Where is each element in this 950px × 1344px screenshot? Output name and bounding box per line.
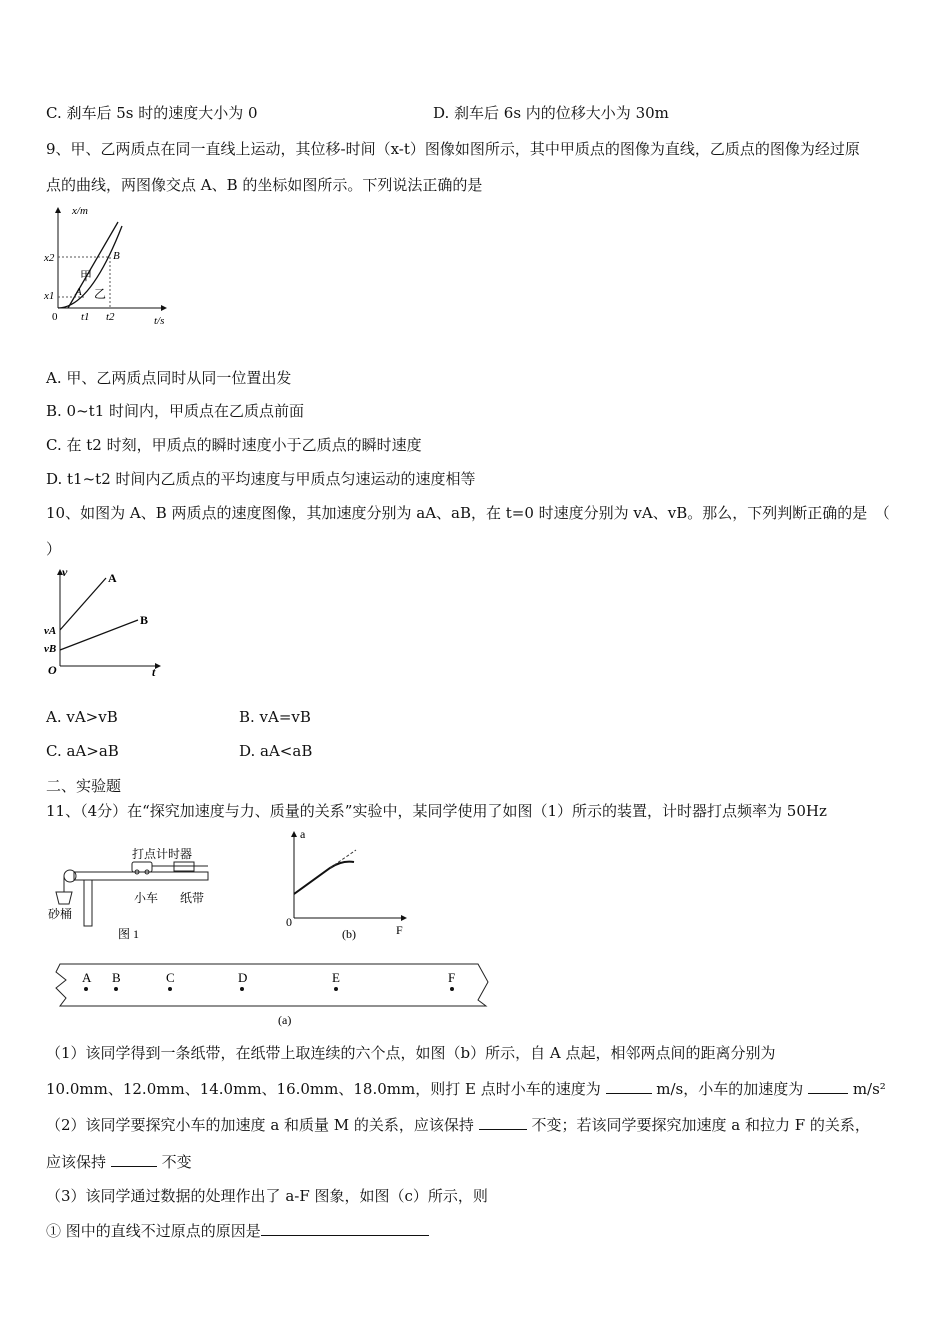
q9-y-axis-label: x/m [72,205,88,217]
q10-line-b [60,620,138,650]
q11-tape-point-label: C [166,970,175,985]
q8-option-c: C. 刹车后 5s 时的速度大小为 0 [46,104,258,122]
q11-figb-curve [294,862,354,894]
q11-part2-text-a: （2）该同学要探究小车的加速度 a 和质量 M 的关系，应该保持 [46,1116,474,1134]
q10-line-a [60,578,106,630]
q9-origin-label: 0 [52,311,58,323]
q11-figb-origin: 0 [286,915,292,929]
q11-tape-point-label: E [332,970,340,985]
q11-part2-text-c: 应该保持 [46,1153,107,1171]
q11-tape-point-label: F [448,970,456,985]
q9-stem-line2: 点的曲线，两图像交点 A、B 的坐标如图所示。下列说法正确的是 [46,176,483,194]
q11-tape-dot [240,987,244,991]
q10-vb-label: vB [44,643,57,655]
q10-option-a: A. vA>vB [46,708,118,726]
q9-option-b: B. 0~t1 时间内，甲质点在乙质点前面 [46,402,305,420]
q11-blank-keep-2[interactable] [111,1166,157,1167]
q11-tape-point-label: A [82,970,92,985]
q11-bucket-label: 砂桶 [48,907,73,921]
q9-option-d: D. t1~t2 时间内乙质点的平均速度与甲质点匀速运动的速度相等 [46,470,476,488]
q9-yi-label: 乙 [94,287,107,301]
q11-figb-caption: (b) [342,927,356,941]
q11-track [74,872,208,880]
q11-tape-dot [114,987,118,991]
q11-timer-label: 打点计时器 [132,848,193,861]
q11-tape-point-label: D [238,970,248,985]
q11-part3-sub1 [46,1220,429,1241]
q11-stem: 11、（4分）在“探究加速度与力、质量的关系”实验中，某同学使用了如图（1）所示的装置，计时器打点频率为 50Hz [46,802,827,820]
q9-t2-label: t2 [106,311,115,323]
q9-option-c: C. 在 t2 时刻，甲质点的瞬时速度小于乙质点的瞬时速度 [46,436,422,454]
q11-paper-tape-figure [46,958,496,1030]
q11-table-leg [84,880,92,926]
q11-blank-velocity[interactable] [606,1093,652,1094]
q9-t1-label: t1 [81,311,90,323]
q11-part2-text-d: 不变 [161,1153,192,1171]
q11-cart-label: 小车 [134,891,159,905]
q11-figb-f-label: F [396,923,403,937]
q10-vt-graph [40,562,170,682]
q9-point-b: B [113,250,120,262]
q10-y-axis-label: v [62,565,68,579]
q11-figb-a-label: a [300,827,306,841]
q11-part2-text-b: 不变；若该同学要探究加速度 a 和拉力 F 的关系， [531,1116,870,1134]
q8-option-d: D. 刹车后 6s 内的位移大小为 30m [433,104,669,122]
q10-va-label: vA [44,625,57,637]
q10-option-c: C. aA>aB [46,742,119,760]
q10-option-d: D. aA<aB [239,742,313,760]
q10-origin-label: O [48,663,57,677]
q11-part1-line1: （1）该同学得到一条纸带，在纸带上取连续的六个点，如图（b）所示，自 A 点起，相邻两点间的距离分别为 [46,1044,776,1062]
q11-part1-text-a: 10.0mm、12.0mm、14.0mm、16.0mm、18.0mm，则打 E 点时小车的速度为 [46,1080,601,1098]
q10-stem-line1: 10、如图为 A、B 两质点的速度图像，其加速度分别为 aA、aB，在 t=0 时速度分别为 vA、vB。那么，下列判断正确的是 （ [46,504,890,522]
q11-tape-caption: (a) [278,1013,292,1027]
q11-blank-acceleration[interactable] [808,1093,848,1094]
q11-fig1-caption: 图 1 [118,927,140,941]
q11-part1-line2 [46,1078,886,1099]
q11-tape-dot [334,987,338,991]
q11-tape-dot [168,987,172,991]
q11-part3-sub1-text: ① 图中的直线不过原点的原因是 [46,1222,261,1240]
q9-yi-curve [58,226,122,308]
q10-line-a-label: A [108,571,117,585]
q11-part1-text-c: m/s² [852,1080,886,1098]
q11-tape-outline [56,964,488,1006]
q9-x1-label: x1 [44,290,55,302]
q10-stem-line2: ） [46,540,62,558]
q11-bucket-shape [56,892,72,904]
q11-tape-point-label: B [112,970,121,985]
q11-blank-keep-1[interactable] [479,1129,527,1130]
q10-x-axis-label: t [152,665,156,679]
q11-blank-reason[interactable] [261,1235,429,1236]
q11-part2-line2 [46,1151,192,1172]
q9-x-axis-label: t/s [154,315,165,327]
q11-tape-dot [450,987,454,991]
q11-part3: （3）该同学通过数据的处理作出了 a-F 图象，如图（c）所示，则 [46,1187,488,1205]
q9-xt-graph [38,200,178,330]
q9-stem-line1: 9、甲、乙两质点在同一直线上运动，其位移-时间（x-t）图像如图所示，其中甲质点的图像为直线，乙质点的图像为经过原 [46,140,860,158]
q11-figb-graph [280,826,410,946]
q10-option-b: B. vA=vB [239,708,311,726]
section-title: 二、实验题 [46,777,122,795]
q9-x2-label: x2 [44,252,55,264]
q11-fig1-apparatus [46,848,226,948]
q9-point-a: A [75,286,82,298]
q9-jia-label: 甲 [80,269,93,283]
q11-part1-text-b: m/s，小车的加速度为 [656,1080,804,1098]
q9-option-a: A. 甲、乙两质点同时从同一位置出发 [46,369,292,387]
q11-tape-dot [84,987,88,991]
q11-tape-label: 纸带 [180,891,205,905]
q10-line-b-label: B [140,613,149,627]
q11-part2-line1 [46,1114,870,1135]
q11-tape-points [82,970,455,991]
